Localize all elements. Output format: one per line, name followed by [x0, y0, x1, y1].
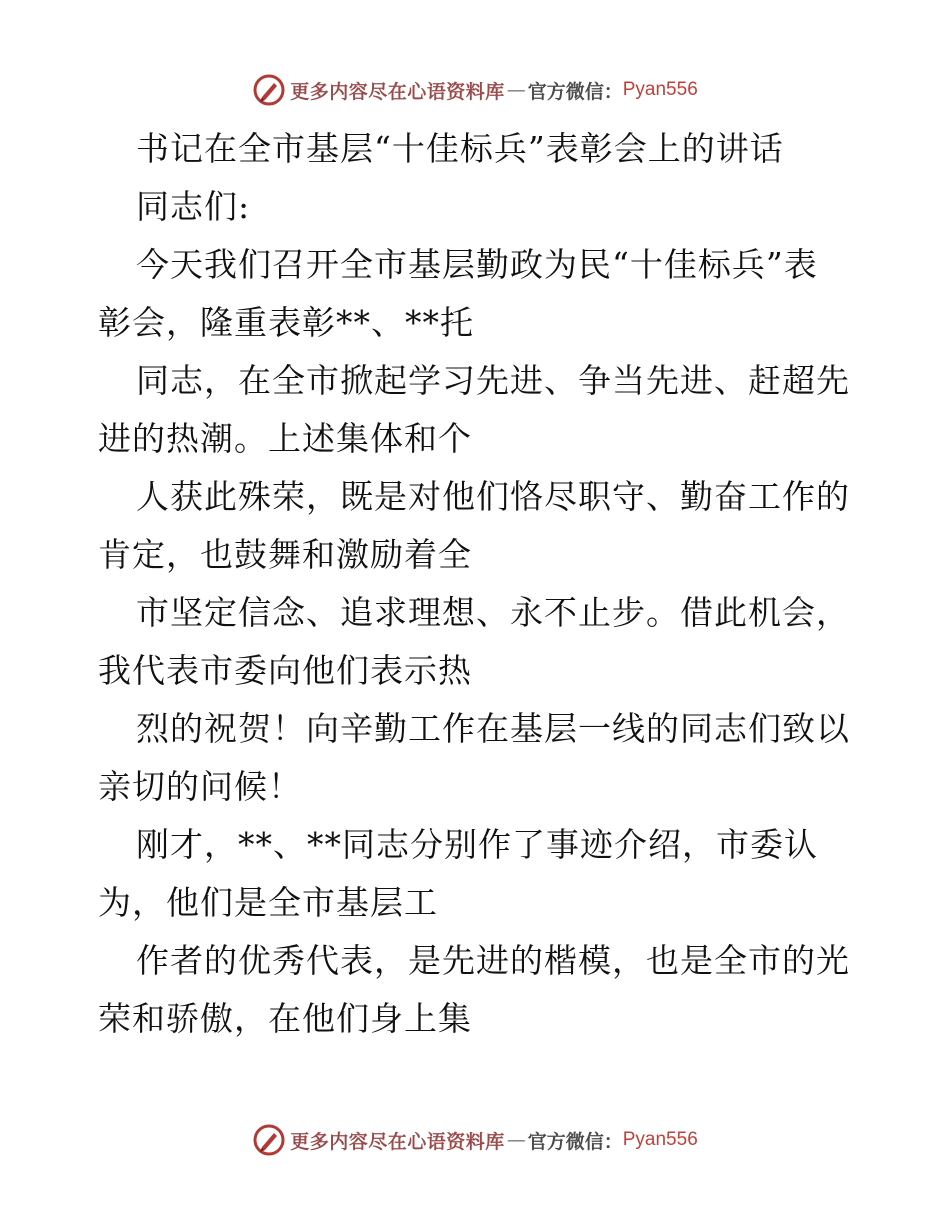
- text-line: 同志，在全市掀起学习先进、争当先进、赶超先: [136, 361, 850, 400]
- banner-wechat-id: Pyan556: [622, 79, 698, 100]
- banner-separator: —: [506, 1129, 526, 1151]
- text-line: 人获此殊荣，既是对他们恪尽职守、勤奋工作的: [136, 477, 850, 516]
- text-line: 进的热潮。上述集体和个: [98, 419, 472, 458]
- banner-text: 更多内容尽在心语资料库: [290, 1130, 505, 1153]
- banner-wechat-label: 官方微信：: [527, 1130, 623, 1153]
- salutation: 同志们:: [136, 187, 251, 226]
- text-line: 亲切的问候！: [98, 767, 302, 806]
- banner-wechat-id: Pyan556: [622, 1129, 698, 1150]
- text-line: 今天我们召开全市基层勤政为民“十佳标兵”表: [136, 245, 818, 284]
- banner-wechat-label: 官方微信：: [527, 80, 623, 103]
- text-line: 肯定，也鼓舞和激励着全: [98, 535, 472, 574]
- banner-text: 更多内容尽在心语资料库: [290, 80, 505, 103]
- text-line: 我代表市委向他们表示热: [98, 651, 472, 690]
- pen-nib-logo-icon: [252, 73, 286, 107]
- text-line: 彰会，隆重表彰**、**托: [98, 303, 474, 342]
- text-line: 作者的优秀代表，是先进的楷模，也是全市的光: [136, 941, 850, 980]
- banner-separator: —: [506, 79, 526, 101]
- text-line: 市坚定信念、追求理想、永不止步。借此机会，: [136, 593, 850, 632]
- document-title: 书记在全市基层“十佳标兵”表彰会上的讲话: [136, 129, 784, 168]
- footer-banner: [0, 1120, 950, 1160]
- pen-nib-logo-icon: [252, 1123, 286, 1157]
- text-line: 烈的祝贺！向辛勤工作在基层一线的同志们致以: [136, 709, 850, 748]
- text-line: 刚才，**、**同志分别作了事迹介绍，市委认: [136, 825, 818, 864]
- text-line: 荣和骄傲，在他们身上集: [98, 999, 472, 1038]
- text-line: 为，他们是全市基层工: [98, 883, 438, 922]
- header-banner: [0, 70, 950, 110]
